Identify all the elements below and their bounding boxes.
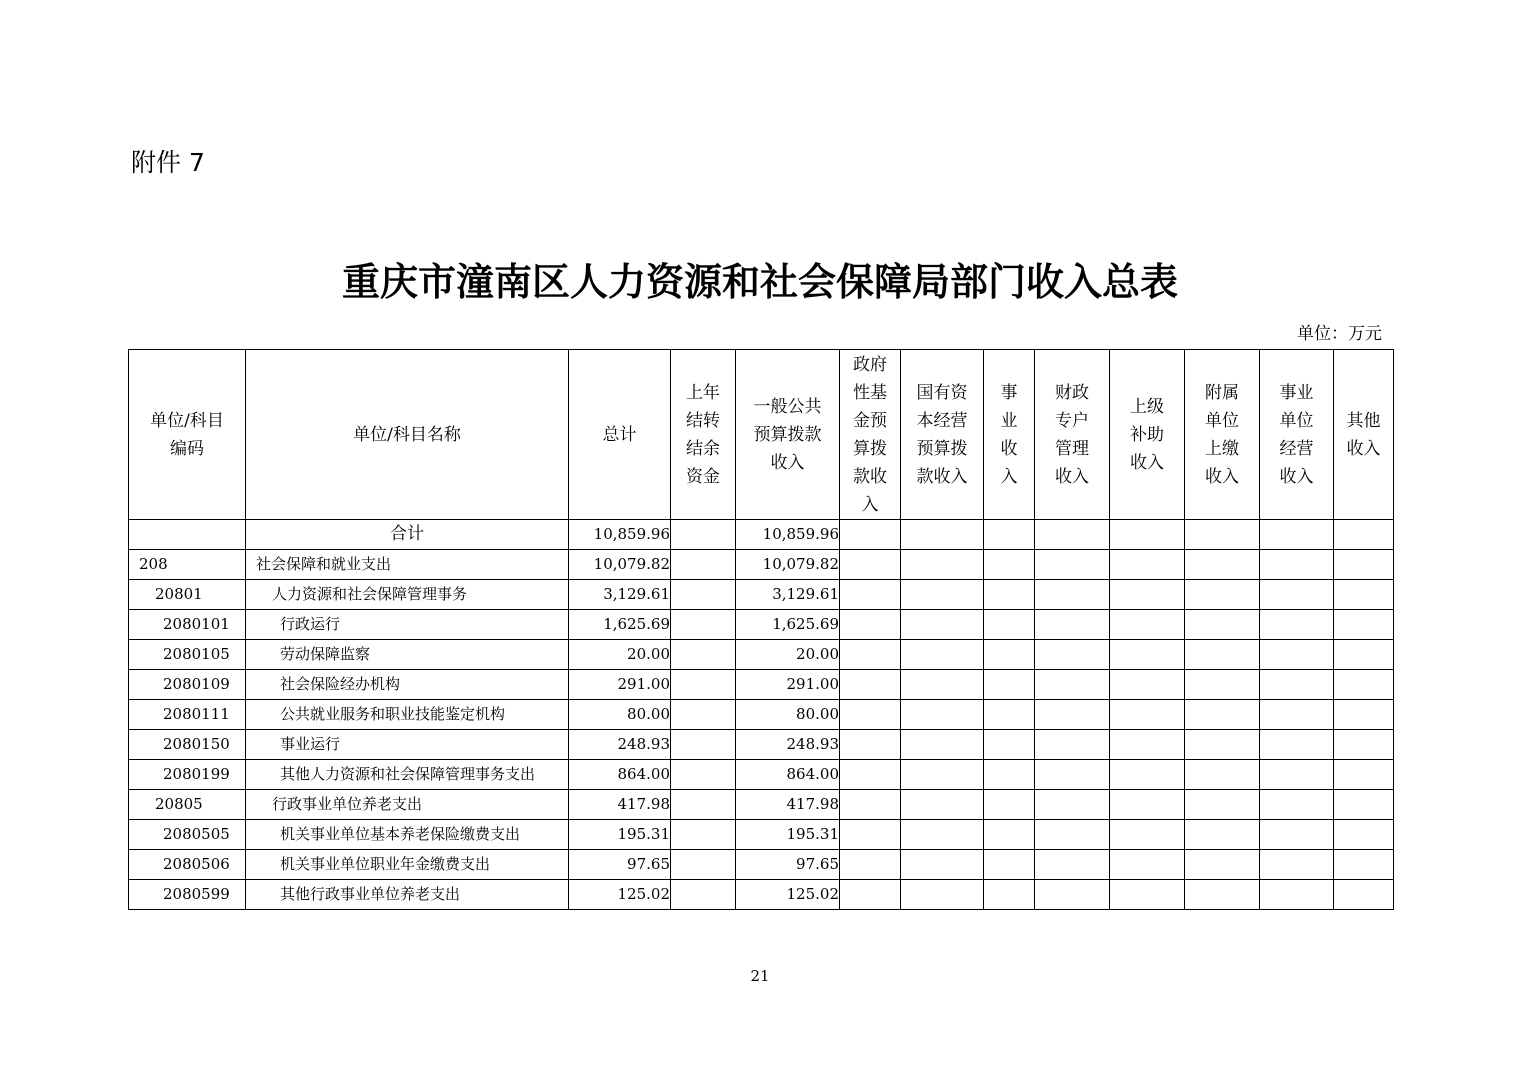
header-affiliated (1185, 350, 1260, 520)
cell-other (1334, 640, 1394, 670)
cell-state-capital (901, 730, 984, 760)
cell-total: 1,625.69 (569, 610, 671, 640)
cell-business (984, 730, 1035, 760)
table-row (129, 760, 1394, 790)
cell-business (984, 580, 1035, 610)
cell-affiliated (1185, 670, 1260, 700)
cell-state-capital (901, 790, 984, 820)
cell-total: 3,129.61 (569, 580, 671, 610)
table-row (129, 580, 1394, 610)
cell-affiliated (1185, 790, 1260, 820)
cell-operating (1260, 790, 1334, 820)
cell-superior-subsidy (1110, 760, 1185, 790)
cell-gov-fund (840, 670, 901, 700)
cell-general-budget: 10,079.82 (736, 550, 840, 580)
cell-code: 2080599 (129, 880, 246, 910)
cell-total: 125.02 (569, 880, 671, 910)
table-row (129, 700, 1394, 730)
cell-carryover (671, 820, 736, 850)
cell-name: 机关事业单位职业年金缴费支出 (246, 850, 569, 880)
cell-superior-subsidy (1110, 880, 1185, 910)
cell-total: 864.00 (569, 760, 671, 790)
cell-code: 2080506 (129, 850, 246, 880)
header-code-text: 单位/科目编码 (150, 410, 224, 459)
cell-operating (1260, 850, 1334, 880)
cell-state-capital (901, 850, 984, 880)
cell-total: 195.31 (569, 820, 671, 850)
cell-other (1334, 670, 1394, 700)
cell-business (984, 790, 1035, 820)
cell-affiliated (1185, 730, 1260, 760)
cell-name: 事业运行 (246, 730, 569, 760)
header-state-capital-text: 国有资本经营预算拨款收入 (916, 382, 968, 487)
cell-other (1334, 880, 1394, 910)
cell-operating (1260, 820, 1334, 850)
cell-business (984, 550, 1035, 580)
cell-general-budget: 864.00 (736, 760, 840, 790)
cell-superior-subsidy (1110, 640, 1185, 670)
cell-business (984, 880, 1035, 910)
table-row (129, 850, 1394, 880)
table-row (129, 640, 1394, 670)
cell-fiscal-special (1035, 520, 1110, 550)
cell-state-capital (901, 670, 984, 700)
header-affiliated-text: 附属单位上缴收入 (1205, 382, 1239, 487)
cell-business (984, 640, 1035, 670)
cell-total: 248.93 (569, 730, 671, 760)
table-header-row (129, 350, 1394, 520)
cell-code: 20805 (129, 790, 246, 820)
header-superior-subsidy-text: 上级补助收入 (1130, 396, 1164, 473)
cell-gov-fund (840, 790, 901, 820)
table-row (129, 670, 1394, 700)
cell-general-budget: 291.00 (736, 670, 840, 700)
cell-gov-fund (840, 850, 901, 880)
cell-carryover (671, 700, 736, 730)
cell-name: 其他行政事业单位养老支出 (246, 880, 569, 910)
cell-general-budget: 125.02 (736, 880, 840, 910)
cell-superior-subsidy (1110, 790, 1185, 820)
cell-total: 417.98 (569, 790, 671, 820)
cell-fiscal-special (1035, 820, 1110, 850)
cell-total: 97.65 (569, 850, 671, 880)
cell-affiliated (1185, 760, 1260, 790)
cell-code: 208 (129, 550, 246, 580)
header-general-budget (736, 350, 840, 520)
cell-business (984, 850, 1035, 880)
cell-code: 2080105 (129, 640, 246, 670)
cell-general-budget: 248.93 (736, 730, 840, 760)
header-gov-fund (840, 350, 901, 520)
cell-total: 10,079.82 (569, 550, 671, 580)
attachment-label: 附件 7 (131, 148, 205, 177)
header-code (129, 350, 246, 520)
cell-carryover (671, 520, 736, 550)
cell-other (1334, 700, 1394, 730)
cell-other (1334, 550, 1394, 580)
cell-business (984, 760, 1035, 790)
header-total: 总计 (569, 350, 671, 520)
cell-state-capital (901, 550, 984, 580)
cell-fiscal-special (1035, 640, 1110, 670)
cell-state-capital (901, 640, 984, 670)
cell-name: 劳动保障监察 (246, 640, 569, 670)
header-operating-text: 事业单位经营收入 (1279, 382, 1314, 487)
cell-gov-fund (840, 760, 901, 790)
cell-gov-fund (840, 580, 901, 610)
cell-other (1334, 760, 1394, 790)
cell-code: 2080101 (129, 610, 246, 640)
cell-operating (1260, 610, 1334, 640)
cell-affiliated (1185, 700, 1260, 730)
header-state-capital (901, 350, 984, 520)
cell-fiscal-special (1035, 790, 1110, 820)
cell-name: 机关事业单位基本养老保险缴费支出 (246, 820, 569, 850)
cell-operating (1260, 880, 1334, 910)
cell-state-capital (901, 820, 984, 850)
cell-superior-subsidy (1110, 550, 1185, 580)
cell-general-budget: 10,859.96 (736, 520, 840, 550)
cell-fiscal-special (1035, 580, 1110, 610)
header-fiscal-special-text: 财政专户管理收入 (1055, 382, 1089, 487)
cell-carryover (671, 760, 736, 790)
page-title: 重庆市潼南区人力资源和社会保障局部门收入总表 (341, 259, 1178, 304)
cell-affiliated (1185, 550, 1260, 580)
cell-name: 公共就业服务和职业技能鉴定机构 (246, 700, 569, 730)
page-number: 21 (750, 967, 770, 985)
cell-fiscal-special (1035, 880, 1110, 910)
header-carryover-text: 上年结转结余资金 (686, 382, 720, 487)
cell-state-capital (901, 880, 984, 910)
cell-gov-fund (840, 550, 901, 580)
cell-operating (1260, 730, 1334, 760)
cell-superior-subsidy (1110, 730, 1185, 760)
cell-general-budget: 97.65 (736, 850, 840, 880)
cell-operating (1260, 550, 1334, 580)
unit-label: 单位：万元 (1297, 324, 1382, 344)
header-carryover (671, 350, 736, 520)
cell-affiliated (1185, 850, 1260, 880)
cell-fiscal-special (1035, 550, 1110, 580)
cell-superior-subsidy (1110, 820, 1185, 850)
header-other (1334, 350, 1394, 520)
table-row (129, 550, 1394, 580)
cell-business (984, 670, 1035, 700)
cell-carryover (671, 790, 736, 820)
cell-business (984, 520, 1035, 550)
cell-operating (1260, 520, 1334, 550)
cell-general-budget: 1,625.69 (736, 610, 840, 640)
cell-other (1334, 610, 1394, 640)
cell-general-budget: 80.00 (736, 700, 840, 730)
table-row (129, 790, 1394, 820)
cell-other (1334, 790, 1394, 820)
cell-other (1334, 820, 1394, 850)
cell-superior-subsidy (1110, 700, 1185, 730)
cell-gov-fund (840, 700, 901, 730)
cell-code: 2080111 (129, 700, 246, 730)
cell-state-capital (901, 760, 984, 790)
header-business-text: 事业收入 (1000, 382, 1018, 487)
cell-code (129, 520, 246, 550)
cell-operating (1260, 580, 1334, 610)
cell-superior-subsidy (1110, 580, 1185, 610)
cell-business (984, 820, 1035, 850)
cell-code: 2080109 (129, 670, 246, 700)
cell-state-capital (901, 520, 984, 550)
cell-operating (1260, 700, 1334, 730)
cell-name: 社会保障和就业支出 (246, 550, 569, 580)
cell-code: 2080505 (129, 820, 246, 850)
table-row (129, 820, 1394, 850)
cell-carryover (671, 670, 736, 700)
header-general-budget-text: 一般公共预算拨款收入 (753, 396, 822, 473)
cell-affiliated (1185, 580, 1260, 610)
cell-total: 80.00 (569, 700, 671, 730)
cell-name: 其他人力资源和社会保障管理事务支出 (246, 760, 569, 790)
cell-fiscal-special (1035, 730, 1110, 760)
cell-affiliated (1185, 820, 1260, 850)
cell-code: 2080150 (129, 730, 246, 760)
cell-business (984, 700, 1035, 730)
cell-affiliated (1185, 640, 1260, 670)
header-other-text: 其他收入 (1346, 410, 1381, 459)
cell-gov-fund (840, 640, 901, 670)
cell-carryover (671, 850, 736, 880)
cell-name: 行政运行 (246, 610, 569, 640)
cell-other (1334, 850, 1394, 880)
cell-gov-fund (840, 880, 901, 910)
cell-other (1334, 730, 1394, 760)
cell-business (984, 610, 1035, 640)
cell-name: 社会保险经办机构 (246, 670, 569, 700)
cell-general-budget: 3,129.61 (736, 580, 840, 610)
cell-affiliated (1185, 880, 1260, 910)
cell-carryover (671, 610, 736, 640)
cell-fiscal-special (1035, 670, 1110, 700)
cell-general-budget: 195.31 (736, 820, 840, 850)
cell-fiscal-special (1035, 700, 1110, 730)
cell-fiscal-special (1035, 610, 1110, 640)
cell-name: 合计 (246, 520, 569, 550)
cell-state-capital (901, 580, 984, 610)
header-gov-fund-text: 政府性基金预算拨款收入 (853, 354, 887, 515)
table-row-total (129, 520, 1394, 550)
cell-gov-fund (840, 520, 901, 550)
cell-fiscal-special (1035, 760, 1110, 790)
cell-gov-fund (840, 820, 901, 850)
cell-total: 291.00 (569, 670, 671, 700)
cell-superior-subsidy (1110, 670, 1185, 700)
header-operating (1260, 350, 1334, 520)
cell-superior-subsidy (1110, 850, 1185, 880)
cell-other (1334, 520, 1394, 550)
cell-state-capital (901, 700, 984, 730)
cell-general-budget: 20.00 (736, 640, 840, 670)
cell-general-budget: 417.98 (736, 790, 840, 820)
header-superior-subsidy (1110, 350, 1185, 520)
cell-gov-fund (840, 730, 901, 760)
cell-code: 20801 (129, 580, 246, 610)
cell-affiliated (1185, 520, 1260, 550)
cell-total: 20.00 (569, 640, 671, 670)
cell-total: 10,859.96 (569, 520, 671, 550)
cell-carryover (671, 880, 736, 910)
cell-carryover (671, 580, 736, 610)
table-row (129, 730, 1394, 760)
cell-code: 2080199 (129, 760, 246, 790)
cell-name: 人力资源和社会保障管理事务 (246, 580, 569, 610)
header-business (984, 350, 1035, 520)
cell-name: 行政事业单位养老支出 (246, 790, 569, 820)
table-row (129, 880, 1394, 910)
cell-other (1334, 580, 1394, 610)
header-name: 单位/科目名称 (246, 350, 569, 520)
cell-operating (1260, 760, 1334, 790)
cell-superior-subsidy (1110, 610, 1185, 640)
cell-superior-subsidy (1110, 520, 1185, 550)
table-row (129, 610, 1394, 640)
cell-gov-fund (840, 610, 901, 640)
header-fiscal-special (1035, 350, 1110, 520)
cell-carryover (671, 550, 736, 580)
cell-fiscal-special (1035, 850, 1110, 880)
cell-carryover (671, 730, 736, 760)
cell-carryover (671, 640, 736, 670)
cell-state-capital (901, 610, 984, 640)
cell-operating (1260, 640, 1334, 670)
cell-operating (1260, 670, 1334, 700)
cell-affiliated (1185, 610, 1260, 640)
income-summary-table (128, 349, 1394, 910)
